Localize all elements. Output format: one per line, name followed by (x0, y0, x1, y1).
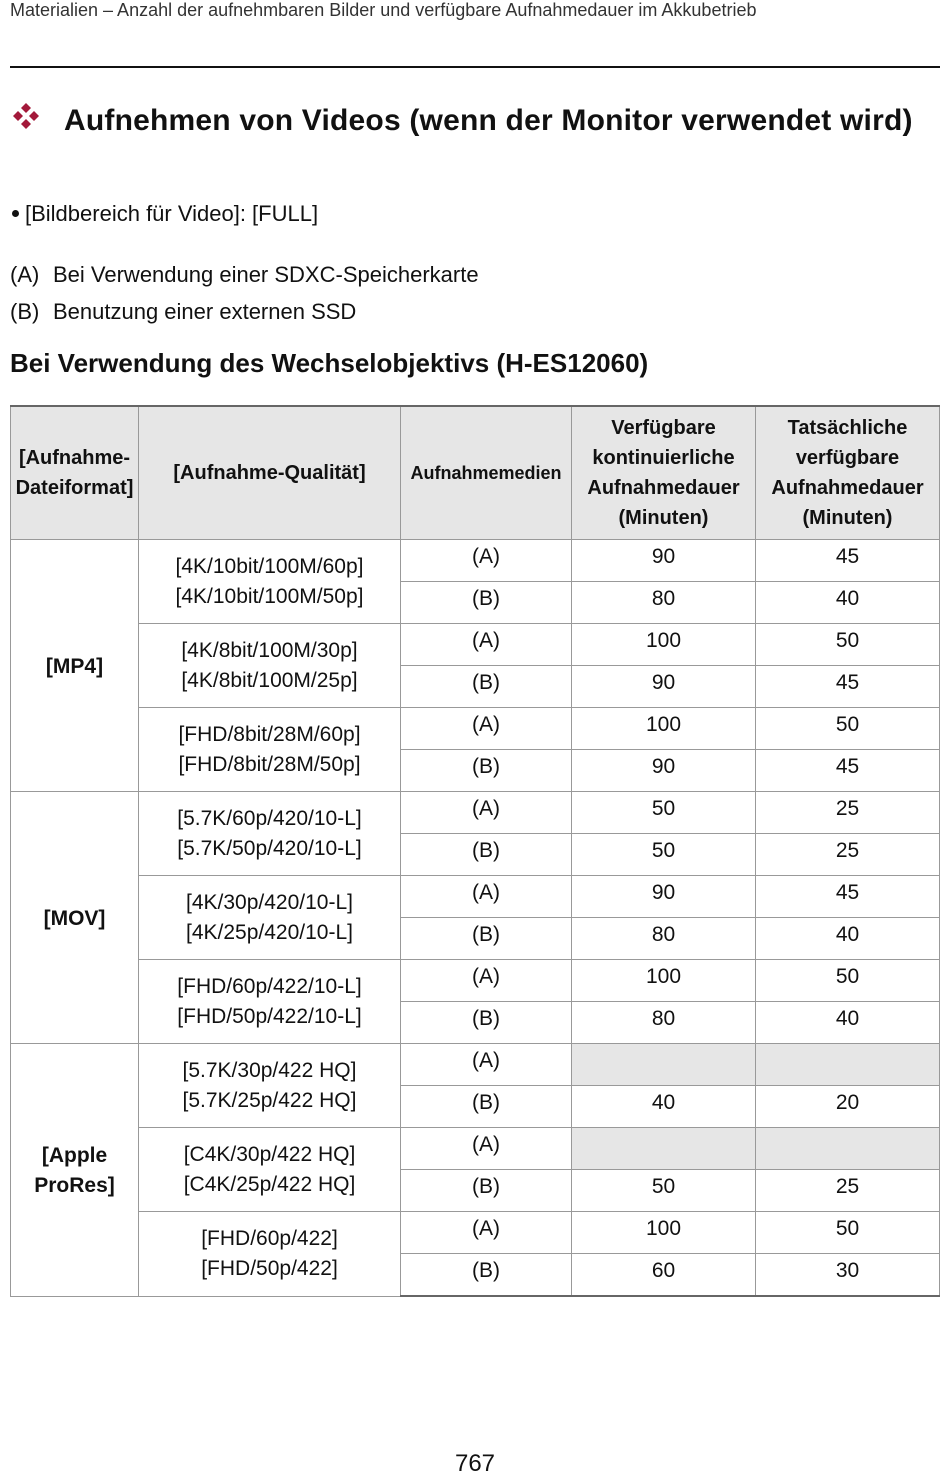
table-row (11, 1128, 940, 1170)
header-continuous: Verfügbare kontinuierliche Aufnahmedauer (Minuten) (572, 406, 756, 540)
header-actual: Tatsächliche verfügbare Aufnahmedauer (Minuten) (756, 406, 940, 540)
actual-time-cell (756, 1044, 940, 1086)
format-cell: [MOV] (11, 792, 139, 1044)
media-cell: (A) (401, 1128, 572, 1170)
quality-cell: [FHD/60p/422/10-L] [FHD/50p/422/10-L] (139, 960, 401, 1044)
continuous-time-cell: 100 (572, 624, 756, 666)
format-cell: [MP4] (11, 540, 139, 792)
quality-cell: [5.7K/60p/420/10-L] [5.7K/50p/420/10-L] (139, 792, 401, 876)
continuous-time-cell: 100 (572, 960, 756, 1002)
media-cell: (A) (401, 624, 572, 666)
lens-subheading: Bei Verwendung des Wechselobjektivs (H-ES12060) (10, 348, 649, 378)
media-text: Benutzung einer externen SSD (53, 299, 357, 324)
table-row (11, 624, 940, 666)
bullet-text: [Bildbereich für Video]: [FULL] (25, 201, 319, 226)
media-cell: (B) (401, 1086, 572, 1128)
media-cell: (A) (401, 792, 572, 834)
media-cell: (B) (401, 1254, 572, 1297)
section-title: Aufnehmen von Videos (wenn der Monitor verwendet wird) (64, 104, 913, 137)
bullet-dot-icon (12, 210, 19, 217)
diamond-cluster-icon (12, 102, 40, 130)
media-cell: (B) (401, 1002, 572, 1044)
continuous-time-cell: 90 (572, 876, 756, 918)
table-row (11, 1212, 940, 1254)
continuous-time-cell (572, 1128, 756, 1170)
actual-time-cell: 50 (756, 624, 940, 666)
quality-cell: [4K/8bit/100M/30p] [4K/8bit/100M/25p] (139, 624, 401, 708)
media-key: (A) (10, 262, 40, 287)
table-row (11, 876, 940, 918)
table-row (11, 1044, 940, 1086)
media-cell: (A) (401, 960, 572, 1002)
quality-cell: [5.7K/30p/422 HQ] [5.7K/25p/422 HQ] (139, 1044, 401, 1128)
media-cell: (A) (401, 1212, 572, 1254)
breadcrumb: Materialien – Anzahl der aufnehmbaren Bilder und verfügbare Aufnahmedauer im Akkubetrieb (10, 0, 757, 20)
actual-time-cell: 20 (756, 1086, 940, 1128)
quality-cell: [C4K/30p/422 HQ] [C4K/25p/422 HQ] (139, 1128, 401, 1212)
continuous-time-cell (572, 1044, 756, 1086)
quality-cell: [FHD/60p/422] [FHD/50p/422] (139, 1212, 401, 1297)
actual-time-cell: 45 (756, 876, 940, 918)
continuous-time-cell: 50 (572, 1170, 756, 1212)
table-row (11, 708, 940, 750)
quality-cell: [4K/30p/420/10-L] [4K/25p/420/10-L] (139, 876, 401, 960)
table-row (11, 960, 940, 1002)
actual-time-cell: 50 (756, 960, 940, 1002)
actual-time-cell: 50 (756, 1212, 940, 1254)
actual-time-cell: 50 (756, 708, 940, 750)
media-cell: (A) (401, 540, 572, 582)
table-body (11, 540, 940, 1297)
media-legend (10, 256, 479, 330)
continuous-time-cell: 80 (572, 918, 756, 960)
bullet-note (12, 199, 318, 229)
media-legend-item (10, 293, 479, 330)
page-header (10, 0, 940, 68)
header-quality: [Aufnahme-Qualität] (139, 406, 401, 540)
actual-time-cell: 40 (756, 1002, 940, 1044)
continuous-time-cell: 60 (572, 1254, 756, 1297)
media-cell: (B) (401, 918, 572, 960)
media-cell: (B) (401, 750, 572, 792)
media-cell: (B) (401, 1170, 572, 1212)
table-header-row (11, 406, 940, 540)
table-row (11, 540, 940, 582)
actual-time-cell: 45 (756, 750, 940, 792)
continuous-time-cell: 100 (572, 708, 756, 750)
media-legend-item (10, 256, 479, 293)
page-number: 767 (454, 1450, 496, 1477)
continuous-time-cell: 90 (572, 750, 756, 792)
actual-time-cell: 40 (756, 918, 940, 960)
continuous-time-cell: 50 (572, 792, 756, 834)
continuous-time-cell: 90 (572, 666, 756, 708)
continuous-time-cell: 90 (572, 540, 756, 582)
header-media: Aufnahmemedien (401, 406, 572, 540)
media-cell: (A) (401, 876, 572, 918)
media-text: Bei Verwendung einer SDXC-Speicherkarte (53, 262, 479, 287)
section-title-block (10, 98, 930, 144)
quality-cell: [4K/10bit/100M/60p] [4K/10bit/100M/50p] (139, 540, 401, 624)
media-key: (B) (10, 299, 40, 324)
media-cell: (B) (401, 834, 572, 876)
actual-time-cell: 30 (756, 1254, 940, 1297)
actual-time-cell: 25 (756, 1170, 940, 1212)
table-row (11, 792, 940, 834)
continuous-time-cell: 100 (572, 1212, 756, 1254)
continuous-time-cell: 50 (572, 834, 756, 876)
actual-time-cell: 45 (756, 540, 940, 582)
recording-time-table (10, 405, 940, 1297)
continuous-time-cell: 80 (572, 1002, 756, 1044)
media-cell: (A) (401, 708, 572, 750)
continuous-time-cell: 80 (572, 582, 756, 624)
media-cell: (B) (401, 666, 572, 708)
quality-cell: [FHD/8bit/28M/60p] [FHD/8bit/28M/50p] (139, 708, 401, 792)
actual-time-cell: 40 (756, 582, 940, 624)
actual-time-cell: 45 (756, 666, 940, 708)
format-cell: [Apple ProRes] (11, 1044, 139, 1297)
actual-time-cell: 25 (756, 834, 940, 876)
continuous-time-cell: 40 (572, 1086, 756, 1128)
media-cell: (A) (401, 1044, 572, 1086)
media-cell: (B) (401, 582, 572, 624)
actual-time-cell (756, 1128, 940, 1170)
header-format: [Aufnahme- Dateiformat] (11, 406, 139, 540)
actual-time-cell: 25 (756, 792, 940, 834)
